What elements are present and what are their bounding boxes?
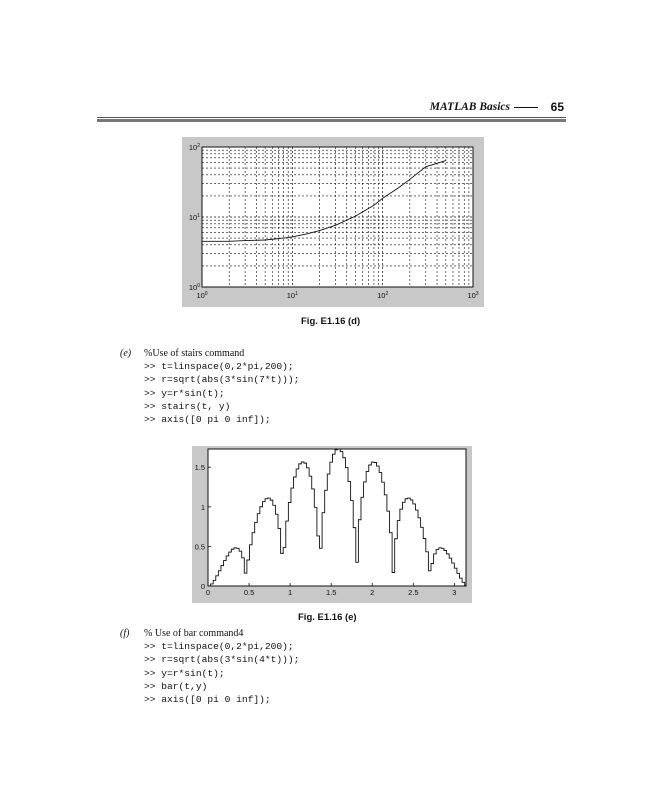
x-tick-label: $10^3$ (467, 291, 479, 300)
figure-d (182, 137, 484, 307)
section-e-text: %Use of stairs command (144, 348, 245, 359)
x-tick-label: 1 (288, 588, 293, 597)
x-tick-label: $10^0$ (196, 291, 208, 300)
code-line: >> r=sqrt(abs(3*sin(7*t))); (144, 374, 300, 386)
header-rule (97, 117, 566, 118)
y-tick-label: $10^2$ (188, 143, 200, 152)
x-tick-label: 0 (205, 588, 211, 597)
section-f-label: (f) (120, 628, 130, 639)
x-tick-label: 3 (452, 588, 457, 597)
x-tick-label: 0.5 (243, 588, 255, 597)
stairs-chart (192, 446, 472, 603)
code-line: >> stairs(t, y) (144, 400, 231, 412)
code-line: >> r=sqrt(abs(3*sin(4*t))); (144, 654, 300, 666)
x-tick-label: 2.5 (408, 588, 419, 597)
x-tick-label: $10^1$ (286, 291, 298, 300)
figure-d-caption: Fig. E1.16 (d) (301, 316, 361, 327)
code-line: >> t=linspace(0,2*pi,200); (144, 641, 294, 652)
y-tick-label: $10^1$ (188, 213, 200, 222)
y-tick-label: 0 (200, 582, 205, 591)
loglog-chart (182, 137, 484, 307)
y-tick-label: 1 (200, 502, 205, 512)
y-tick-label: 1.5 (194, 463, 205, 473)
code-line: >> bar(t,y) (144, 680, 208, 692)
section-f-text: % Use of bar command4 (144, 628, 244, 639)
header-dash (514, 107, 538, 108)
code-line: >> axis([0 pi 0 inf]); (144, 414, 271, 426)
figure-e-caption: Fig. E1.16 (e) (298, 612, 357, 623)
code-line: >> y=r*sin(t); (144, 667, 225, 679)
section-f-head (120, 627, 560, 640)
x-tick-label: 2 (370, 588, 375, 597)
figure-e (192, 446, 472, 603)
section-e-label: (e) (120, 348, 132, 359)
x-tick-label: 1.5 (325, 588, 337, 597)
code-line: >> t=linspace(0,2*pi,200); (144, 361, 294, 372)
header-title: MATLAB Basics (429, 101, 510, 113)
y-tick-label: 0.5 (194, 542, 205, 552)
section-e-head (120, 347, 560, 360)
section-f (120, 627, 560, 706)
x-tick-label: $10^2$ (377, 291, 389, 300)
section-e (120, 347, 560, 426)
page-number: 65 (550, 100, 564, 114)
code-line: >> axis([0 pi 0 inf]); (144, 694, 271, 706)
y-tick-label: $10^0$ (188, 283, 200, 292)
page-header (97, 100, 566, 122)
code-line: >> y=r*sin(t); (144, 387, 225, 399)
header-rule-thick (97, 119, 566, 122)
